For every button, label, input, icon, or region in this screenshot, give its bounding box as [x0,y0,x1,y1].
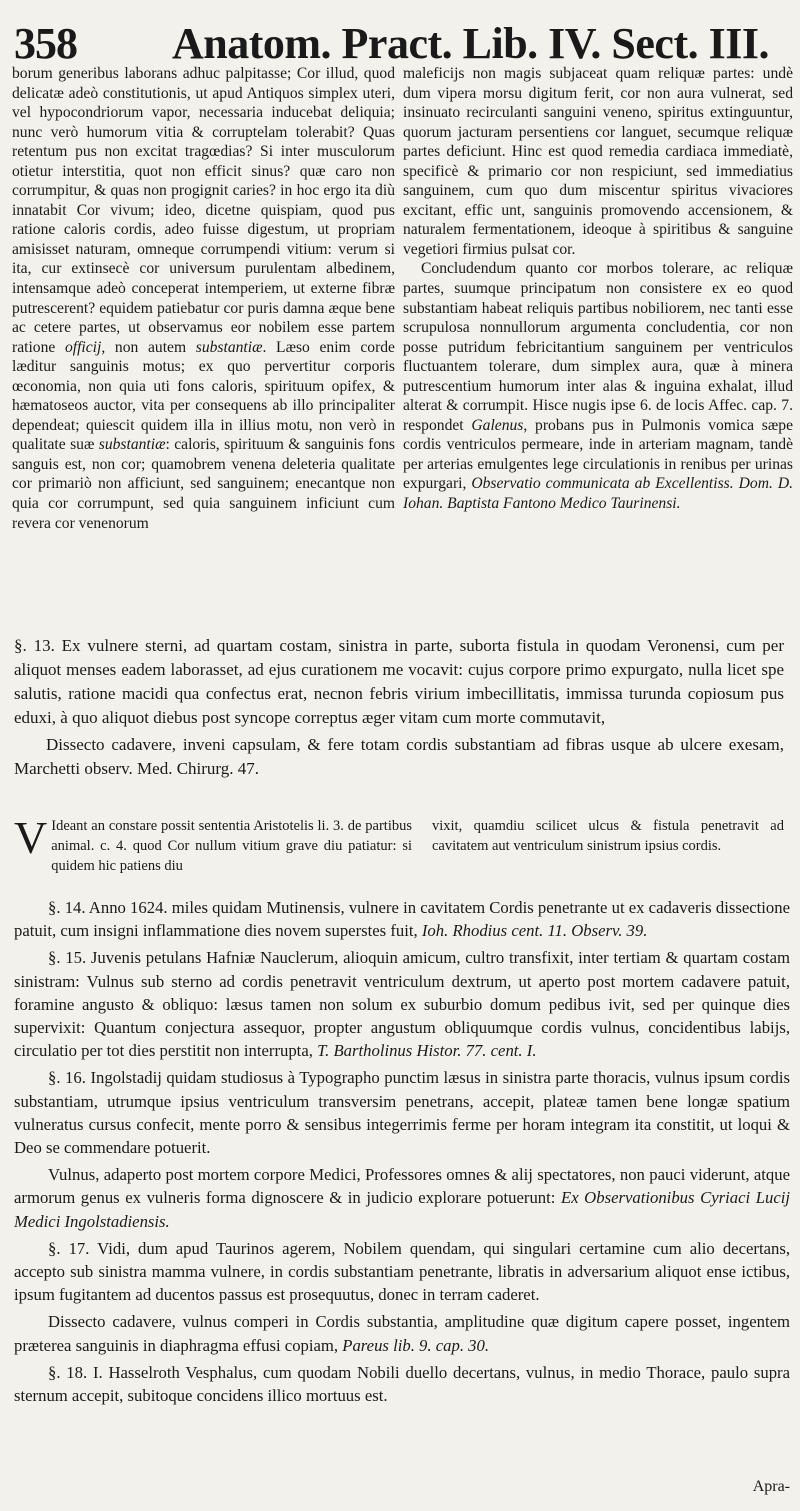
citation: Marchetti observ. Med. Chirurg. 47. [14,759,260,778]
text-run: §. 15. Juvenis petulans Hafniæ Nauclerum, alioquin amicum, cultro transfixit, inter tertiam & quartam costam sinistram: Vulnus sub sterno ad cordis penetravit ventriculum dextrum, ut aperto post mortem cadavere patuit, foramine angusto & obliquo: læsus tamen non solum ex suburbio domum pedibus ivit, sed per quinque dies supervixit: Quantum conjectura assequor, propter angustum obliquumque cordis vulnus, concidentibus labijs, circulatio per tot dies perstitit non interrupta, [14,948,790,1061]
text-run: Vulnus, adaperto post mortem corpore Medici, Professores omnes & alij spectatores, non pauci viderunt, atque armorum genus ex vulneris forma dignoscere & in judicio explorare potuerunt: [14,1165,790,1208]
text-run: Concludendum quanto cor morbos tolerare, ac reliquæ partes, suumque principatum non consistere ex eo quod substantiam habeat reliquis partibus nobiliorem, nec tanti esse scrupulosa nonnullorum argumenta concludentia, cor non posse putridum febricitantium sanguinem per ventriculos fluctuantem tolerare, dum simplex aura, quæ à minera putrescentium humorum inter alas & inguina exhalat, illud alterat & corrumpit. Hisce nugis ipse 6. de locis Affec. cap. 7. respondet [403,260,793,434]
note-left [14,812,412,876]
text-run: . Læso enim corde læditur sanguinis motus; ex quo pervertitur corporis œconomia, non quia uti fons caloris, spirituum opifex, & hæmatoseos auctor, vita per consequens ab illo principaliter dependeat; quiescit quidem illa in illius motu, non verò in qualitate suæ [12,338,395,454]
drop-cap: V [14,812,48,863]
section-17-dissection [14,1310,790,1356]
italic-term: officij [64,338,102,356]
text-run: Ideant an constare possit sententia [51,818,254,834]
citation: Ioh. Rhodius cent. 11. Observ. 39. [421,921,648,941]
section-18: §. 18. I. Hasselroth Vesphalus, cum quodam Nobili duello decertans, vulnus, in medio Thorace, paulo supra sternum accepit, subitoque concidens illico mortuus est. [14,1362,790,1406]
section-17: §. 17. Vidi, dum apud Taurinos agerem, Nobilem quendam, qui singulari certamine cum alio decertans, accepto sub sinistra mamma vulnere, in cordis substantiam penetrante, libratis in adversarium aliquot ense ictibus, ipsum fugitantem ad ducentos passus est prosequutus, donec in terram caderet. [14,1238,790,1305]
italic-term: substantiæ [98,436,166,454]
text-run: borum generibus laborans adhuc palpitasse; Cor illud, quod delicatæ adeò constitutionis, ut apud Antiquos simplex uteri, vel hypocondriorum vapor, necessaria inducebat deliquia; nunc verò humorum vitia & corruptelam tolerabit? Quas retentum pus non excitat tragœdias? Si inter musculorum otietur interstitia, quot non efficit sinus? quæ caro non corrumpitur, & quas non progignit caries? in hoc ergo ita diù innatabit Cor vivum; ideo, dicetne quispiam, quod pus ratione caloris cordis, adeo fuisse digestum, ut propriam amisisset naturam, omneque corrumpendi vitium: verum si ita, cur extinsecè cor universum purulentam albedinem, intensamque adeò conceperat intemperiem, ut externe fibræ putrescerent? equidem patiebatur cor puris damna æque bene ac cetere partes, ut observamus eor nobilem esse partem ratione [12,65,395,356]
citation: T. Bartholinus Histor. 77. cent. I. [317,1041,537,1061]
note-right [432,816,784,856]
left-column [12,64,395,533]
right-column-paragraph: maleficijs non magis subjaceat quam reliquæ partes: undè dum vipera morsu digitum ferit, cor non aura vulnerat, sed insinuato recirculanti sanguini veneno, spiritus extinguuntur, quorum jacturam persentiens cor languet, secumque reliquæ partes deficiunt. Hinc est quod remedia cardiaca immediatè, specificè & primario cor non respiciunt, sed immediatius sanguinem, cum quo dum miscentur spiritus vivaciores excitant, effic unt, sanguinis promovendo accensionem, & naturalem fermentationem, ideoque à spiritibus & sanguine vegetiori firmius pulsat cor. [403,65,793,258]
section-16: §. 16. Ingolstadij quidam studiosus à Typographo punctim læsus in sinistra parte thoracis, vulnus ipsum cordis substantiam, utrumque ipsius ventriculum transversim penetrans, accepit, plateæ tamen bene longæ spatium vulneratus cursus confecit, mente porro & sensibus integerrimis ferme per horam integram ita constitit, ut loqui & Deo se commendare potuerit. [14,1068,790,1158]
main-sections [14,896,790,1411]
citation: Ex Observationibus Cyriaci Lucij Medici Ingolstadiensis. [14,1188,791,1231]
two-column-block [0,64,800,624]
right-column-paragraph-conclusion [403,259,793,513]
citation: Pareus lib. 9. cap. 30. [342,1335,490,1355]
section-16-continued [14,1163,790,1233]
section-15 [14,946,790,1062]
text-run: Dissecto cadavere, inveni capsulam, & fere totam cordis substantiam ad fibras usque ab ulcere exesam, [46,735,784,754]
section-13-paragraph: §. 13. Ex vulnere sterni, ad quartam costam, sinistra in parte, suborta fistula in quodam Veronensi, cum per aliquot menses eadem laborasset, ad ejus curationem me vocavit: cujus corpore primo expurgato, nulla licet spe salutis, ratione macidi qua confectus erat, necnon febris virium imbecillitatis, immissa turunda copiosum pus eduxi, à quo aliquot diebus post syncope correptus æger vitam cum morte commutavit, [14,636,784,727]
text-run: §. 14. Anno 1624. miles quidam Mutinensis, vulnere in cavitatem Cordis penetrante ut ex cadaveris dissectione patuit, cum insigni inflammatione dies novem superstes fuit, [14,898,790,941]
text-run: vixit, quamdiu scilicet ulcus & fistula penetravit ad cavitatem aut ventriculum sinistrum ipsius cordis. [432,818,784,854]
section-13-dissection [14,733,784,781]
text-run: quod Cor nullum vitium grave diu patiatur: si quidem hic patiens diu [51,838,412,874]
citation: Aristotelis li. 3. de partibus animal. c. 4. [51,818,412,854]
catchword: Apra- [752,1478,790,1495]
running-head: Anatom. Pract. Lib. IV. Sect. III. [172,19,769,68]
page-number: 358 [14,19,77,68]
left-column-paragraph [12,64,395,533]
italic-term: substantiæ [195,338,263,356]
section-13 [14,634,784,781]
text-run: Dissecto cadavere, vulnus comperi in Cordis substantia, amplitudine quæ digitum capere posset, ingentem præterea sanguinis in diaphragma effusi copiam, [14,1312,790,1355]
section-14 [14,896,790,942]
text-run: , non autem [101,338,196,356]
citation: Observatio communicata ab Excellentiss. Dom. D. Iohan. Baptista Fantono Medico Taurinensi. [403,475,793,513]
right-column [403,64,793,514]
italic-term: Galenus [471,416,524,434]
text-run: , probans pus in Pulmonis vomica sæpe cordis ventriculos permeare, inde in arteriam magnam, tandè per arterias emulgentes lege circulationis in renibus per urinas expurgari, [403,416,793,493]
text-run: : caloris, spirituum & sanguinis fons sanguis est, non cor; quamobrem venena deleteria qualitate cor primariò non afficiunt, sed sanguinem; enecantque non quia cor corrumpunt, sed quia sanguinem inficiunt cum revera cor venenorum [12,436,395,532]
